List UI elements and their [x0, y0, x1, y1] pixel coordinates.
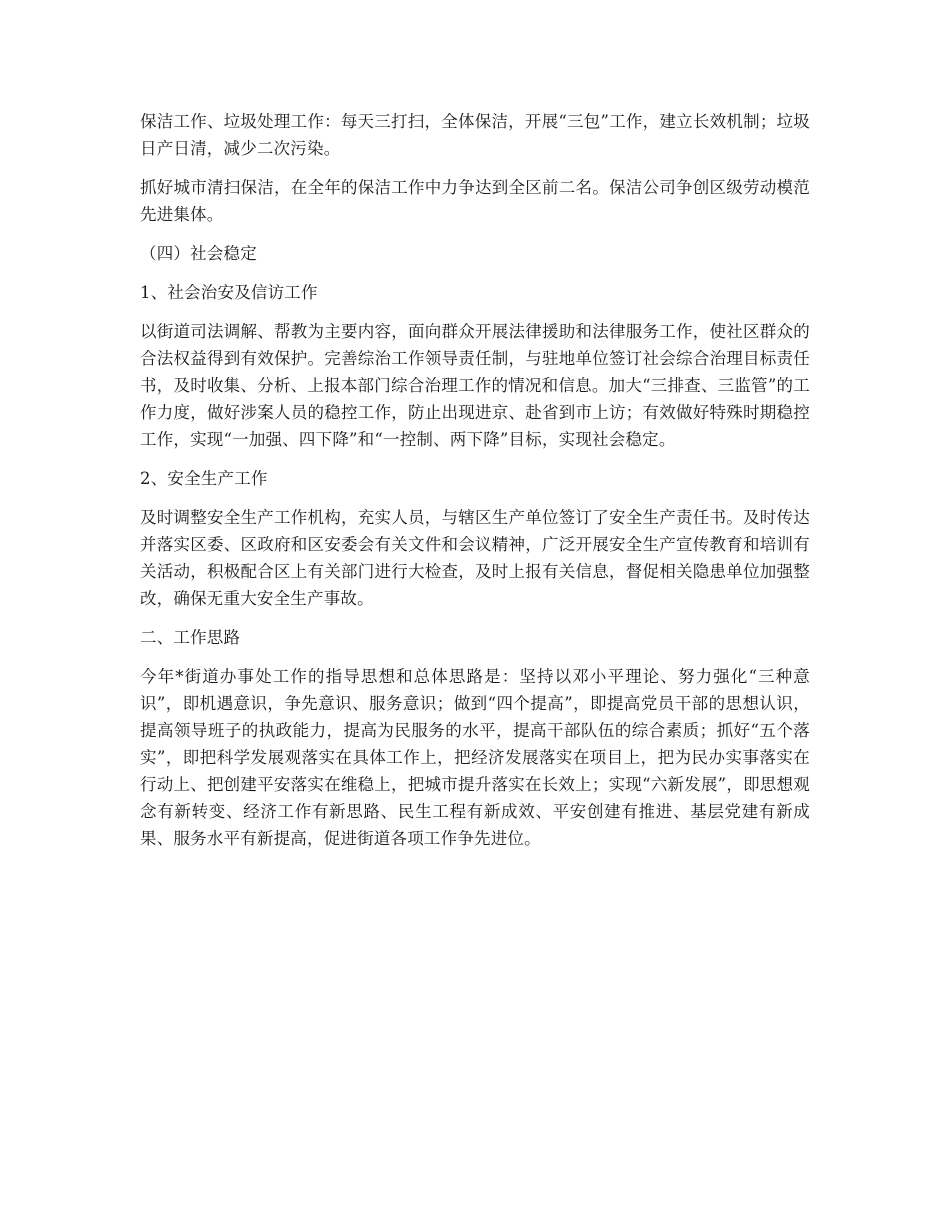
paragraph-sanitation-work: 保洁工作、垃圾处理工作：每天三打扫，全体保洁，开展“三包”工作，建立长效机制；垃圾日产日清，减少二次污染。: [140, 112, 810, 158]
paragraph-public-security: 以街道司法调解、帮教为主要内容，面向群众开展法律援助和法律服务工作，使社区群众的合法权益得到有效保护。完善综治工作领导责任制，与驻地单位签订社会综合治理目标责任书，及时收集、分析、上报本部门综合治理工作的情况和信息。加大“三排查、三监管”的工作力度，做好涉案人员的稳控工作，防止出现进京、赴省到市上访；有效做好特殊时期稳控工作，实现“一加强、四下降”和“一控制、两下降”目标，实现社会稳定。: [140, 322, 810, 449]
heading-safety-production: 2、安全生产工作: [140, 469, 268, 488]
paragraph-safety-production: 及时调整安全生产工作机构，充实人员，与辖区生产单位签订了安全生产责任书。及时传达并落实区委、区政府和区安委会有关文件和会议精神，广泛开展安全生产宣传教育和培训有关活动，积极配合区上有关部门进行大检查，及时上报有关信息，督促相关隐患单位加强整改，确保无重大安全生产事故。: [140, 508, 810, 608]
document-body: [140, 108, 810, 864]
heading-social-stability: （四）社会稳定: [140, 244, 257, 263]
heading-public-security: 1、社会治安及信访工作: [140, 283, 318, 302]
heading-work-approach: 二、工作思路: [140, 628, 241, 647]
paragraph-city-cleaning: 抓好城市清扫保洁，在全年的保洁工作中力争达到全区前二名。保洁公司争创区级劳动模范先进集体。: [140, 178, 810, 224]
paragraph-work-approach: 今年*街道办事处工作的指导思想和总体思路是：坚持以邓小平理论、努力强化“三种意识”，即机遇意识，争先意识、服务意识；做到“四个提高”，即提高党员干部的思想认识，提高领导班子的执政能力，提高为民服务的水平，提高干部队伍的综合素质；抓好“五个落实”，即把科学发展观落实在具体工作上，把经济发展落实在项目上，把为民办实事落实在行动上、把创建平安落实在维稳上，把城市提升落实在长效上；实现“六新发展”，即思想观念有新转变、经济工作有新思路、民生工程有新成效、平安创建有推进、基层党建有新成果、服务水平有新提高，促进街道各项工作争先进位。: [140, 667, 810, 848]
